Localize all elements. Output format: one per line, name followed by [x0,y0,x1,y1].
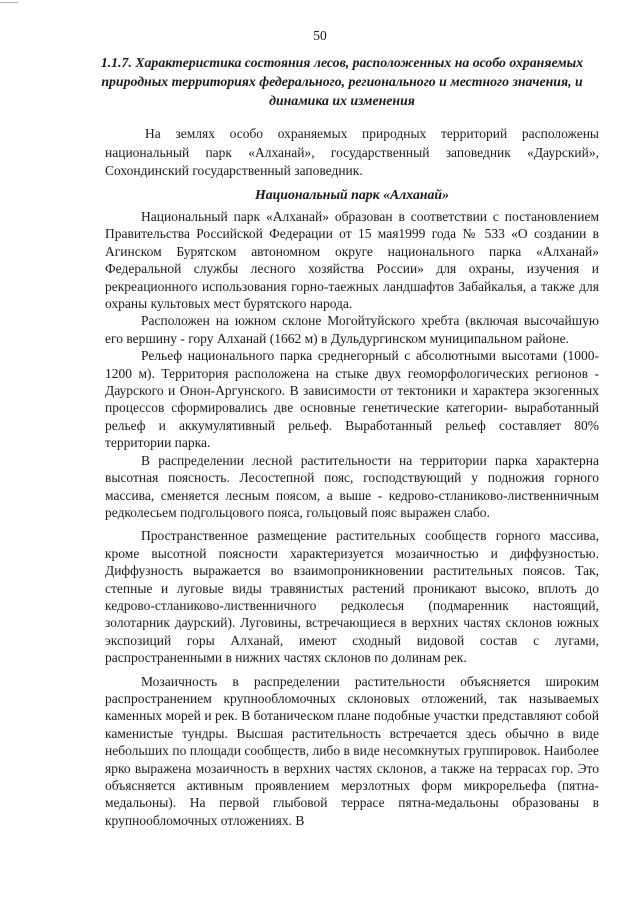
section-intro-paragraph: На землях особо охраняемых природных территорий расположены национальный парк «Алханай», государственный заповедник «Даурский», Сохондинский государственный заповедник. [105,126,599,178]
paragraph-location: Расположен на южном склоне Могойтуйского хребта (включая высочайшую его вершину - гору Алханай (1662 м) в Дульдургинском муниципальном районе. [105,313,599,346]
paragraph-establishment: Национальный парк «Алханай» образован в соответствии с постановлением Правительства Российской Федерации от 15 мая1999 года № 533 «О создании в Агинском Бурятском автономном округе национального парка «Алханай» Федеральной службы лесного хозяйства России» для охраны, изучения и рекреационного использования горно-таежных ландшафтов Забайкалья, а также для охраны культовых мест бурятского народа. [105,209,599,312]
subsection-body [105,208,599,829]
scan-corner-mark [0,2,18,3]
paragraph-mosaic: Мозаичность в распределении растительности объясняется широким распространением крупнообломочных склоновых отложений, так называемых каменных морей и рек. В ботаническом плане подобные участки представляют собой каменистые тундры. Высшая растительность встречается здесь обычно в виде небольших по площади сообществ, либо в виде несомкнутых группировок. Наиболее ярко выражена мозаичность в верхних частях склонов, а также на террасах гор. Это объясняется активным проявлением мерзлотных форм микрорельефа (пятна-медальоны). На первой глыбовой террасе пятна-медальоны образованы в крупнообломочных отложениях. В [105,673,599,828]
page-number: 50 [313,28,327,43]
paragraph-altitudinal-zonation: В распределении лесной растительности на территории парка характерна высотная поясность. Лесостепной пояс, господствующий у подножия горного массива, сменяется лесным поясом, а выше - кедрово-стланиково-лиственничным редколесьем подгольцового пояса, гольцовый пояс выражен слабо. [105,452,599,520]
paragraph-relief: Рельеф национального парка среднегорный с абсолютными высотами (1000-1200 м). Территория расположена на стыке двух геоморфологических регионов - Даурского и Онон-Аргунского. В зависимости от тектоники и характера экзогенных процессов сформировались две основные генетические категории- выработанный рельеф и аккумулятивный рельеф. Выработанный рельеф составляет 80% территории парка. [105,348,599,451]
subsection-heading: Национальный парк «Алханай» [254,187,449,202]
paragraph-spatial-distribution: Пространственное размещение растительных сообществ горного массива, кроме высотной поясности характеризуется мозаичностью и диффузностью. Диффузность выражается во взаимопроникновении растительных поясов. Так, степные и луговые виды травянистых растений проникают высоко, вплоть до кедрово-стланиково-лиственничного редколесья (подмаренник настоящий, золотарник даурский). Луговины, встречающиеся в верхних частях склонов южных экспозиций горы Алханай, имеют сходный видовой состав с лугами, распространенными в нижних частях склонов по долинам рек. [105,528,599,666]
section-heading: 1.1.7. Характеристика состояния лесов, расположенных на особо охраняемых природных территориях федерального, регионального и местного значения, и динамика их изменения [100,55,584,108]
